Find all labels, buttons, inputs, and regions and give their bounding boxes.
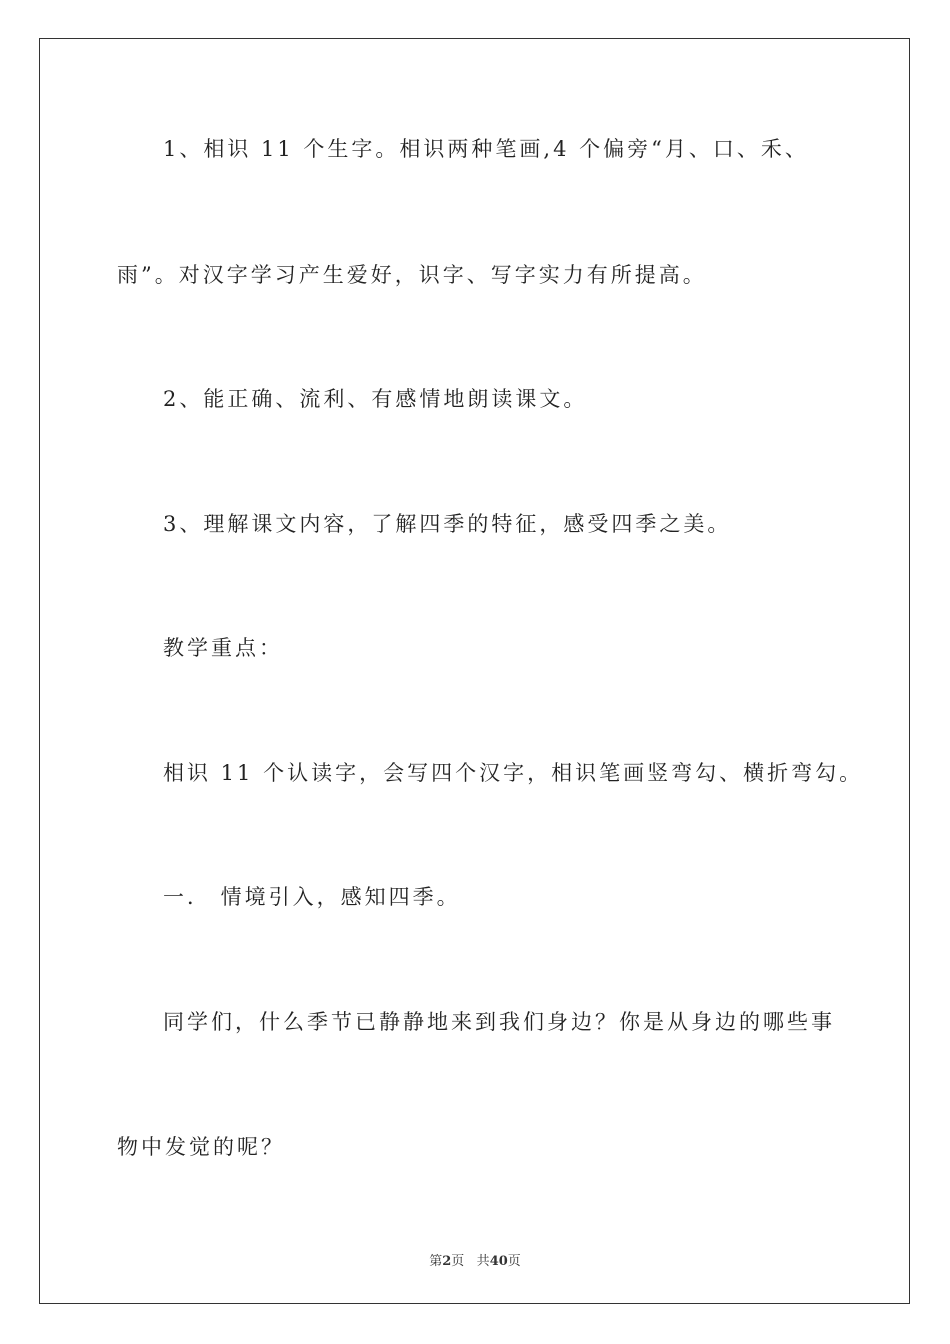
paragraph-line-8: 同学们，什么季节已静静地来到我们身边？你是从身边的哪些事 (163, 1010, 835, 1034)
footer-total-prefix: 共 (476, 1254, 490, 1269)
paragraph-line-9: 物中发觉的呢？ (117, 1135, 285, 1159)
page-footer (0, 1250, 950, 1269)
paragraph-line-2: 雨”。对汉字学习产生爱好，识字、写字实力有所提高。 (117, 263, 707, 287)
paragraph-line-3: 2、能正确、流利、有感情地朗读课文。 (163, 387, 588, 411)
footer-page-suffix: 页 (451, 1254, 465, 1269)
paragraph-line-6: 相识 11 个认读字，会写四个汉字，相识笔画竖弯勾、横折弯勾。 (163, 761, 864, 785)
page-border (39, 38, 910, 1304)
paragraph-line-4: 3、理解课文内容，了解四季的特征，感受四季之美。 (163, 512, 732, 536)
paragraph-line-1: 1、相识 11 个生字。相识两种笔画,4 个偏旁“月、口、禾、 (163, 137, 809, 161)
section-heading-intro: 一． 情境引入，感知四季。 (163, 885, 461, 909)
section-heading-key-points: 教学重点： (163, 636, 283, 660)
footer-page-prefix: 第 (429, 1254, 443, 1269)
footer-total-suffix: 页 (507, 1254, 521, 1269)
footer-total-number: 40 (489, 1254, 508, 1269)
footer-page-number: 2 (442, 1254, 452, 1269)
